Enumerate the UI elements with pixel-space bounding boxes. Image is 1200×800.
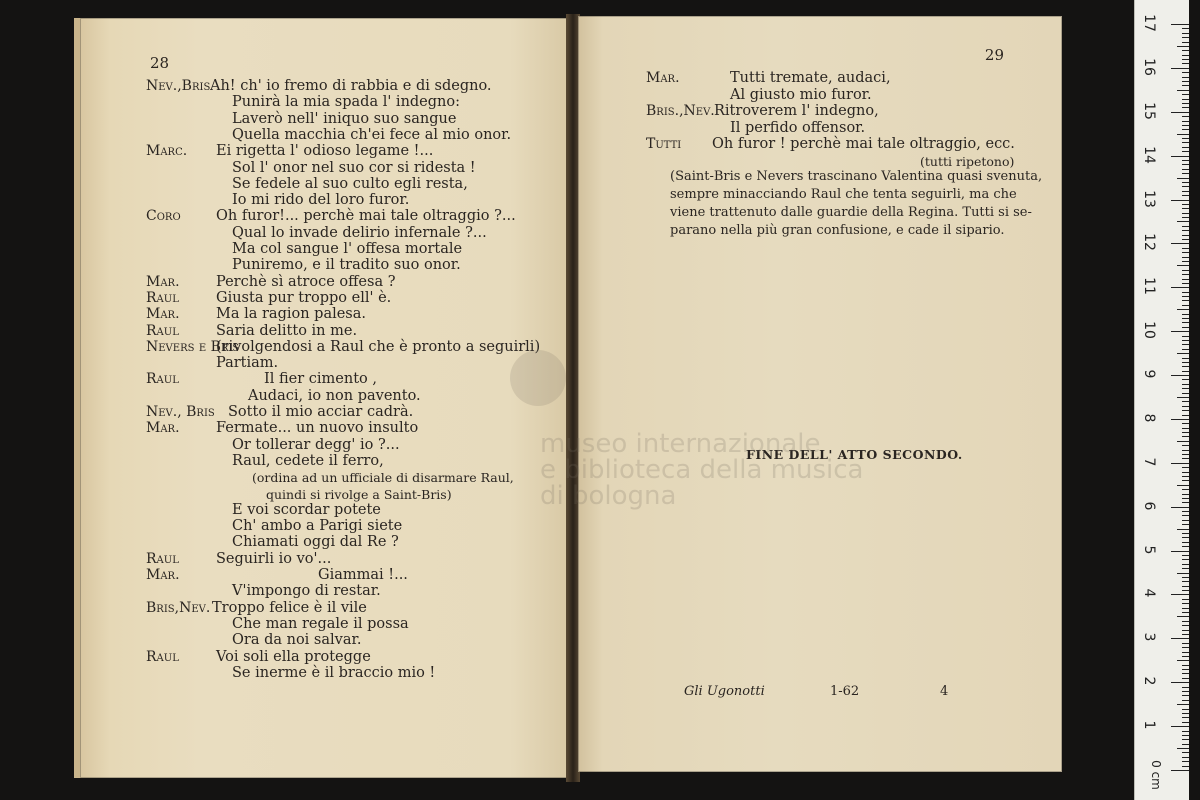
verse-line: quindi si rivolge a Saint-Bris) <box>266 486 452 502</box>
verse-line: Seguirli io vo'... <box>216 550 332 567</box>
ruler-tick <box>1182 454 1189 455</box>
ruler-tick <box>1182 28 1189 29</box>
ruler-tick <box>1182 336 1189 337</box>
footer-code: 1-62 <box>830 684 860 699</box>
stage-direction-line: sempre minacciando Raul che tenta seguirli, ma che <box>670 187 1017 202</box>
speaker-name: Bris,Nev. <box>146 599 211 616</box>
ruler-tick <box>1182 77 1189 78</box>
ruler-tick <box>1182 757 1189 758</box>
ruler-tick <box>1182 208 1189 209</box>
verse-line: Oh furor!... perchè mai tale oltraggio ?... <box>216 208 516 225</box>
ruler-tick <box>1177 221 1189 222</box>
ruler-tick <box>1177 178 1189 179</box>
speaker-name: Mar. <box>146 420 180 437</box>
verse-line: Io mi rido del loro furor. <box>232 192 410 209</box>
ruler-tick <box>1182 450 1189 451</box>
ruler-tick <box>1182 608 1189 609</box>
ruler-tick <box>1171 419 1189 420</box>
ruler-tick <box>1182 673 1189 674</box>
ruler-tick <box>1182 121 1189 122</box>
ruler-tick <box>1182 555 1189 556</box>
verse-line: Sol l' onor nel suo cor si ridesta ! <box>232 159 476 176</box>
speaker-name: Tutti <box>646 136 682 152</box>
ruler-tick <box>1182 542 1189 543</box>
ruler-number: 13 <box>1141 189 1157 208</box>
ruler-tick <box>1182 388 1189 389</box>
verse-line: Saria delitto in me. <box>216 322 358 339</box>
ruler-tick <box>1182 340 1189 341</box>
ruler-tick <box>1182 612 1189 613</box>
right-page-number: 29 <box>984 46 1004 64</box>
verse-line: Sotto il mio acciar cadrà. <box>228 404 414 420</box>
ruler-tick <box>1182 103 1189 104</box>
verse-line: Ah! ch' io fremo di rabbia e di sdegno. <box>210 78 492 94</box>
verse-line: Perchè sì atroce offesa ? <box>216 273 396 290</box>
verse-line: Ei rigetta l' odioso legame !... <box>216 143 434 160</box>
verse-line: Puniremo, e il tradito suo onor. <box>232 257 461 274</box>
ruler-tick <box>1177 397 1189 398</box>
ruler-tick <box>1182 713 1189 714</box>
verse-line: Ritroverem l' indegno, <box>714 103 879 119</box>
speaker-name: Raul <box>146 371 179 388</box>
ruler-tick <box>1182 752 1189 753</box>
ruler-tick <box>1182 630 1189 631</box>
ruler-tick <box>1182 384 1189 385</box>
verse-line: Audaci, io non pavento. <box>248 387 421 404</box>
ruler-tick <box>1182 279 1189 280</box>
ruler-tick <box>1182 230 1189 231</box>
ruler-tick <box>1182 731 1189 732</box>
ruler-tick <box>1182 406 1189 407</box>
ruler-tick <box>1182 59 1189 60</box>
ruler-tick <box>1182 305 1189 306</box>
speaker-name: Nev.,Bris <box>146 78 211 94</box>
ruler-tick <box>1182 99 1189 100</box>
ruler-tick <box>1182 700 1189 701</box>
ruler-tick <box>1182 537 1189 538</box>
ruler-tick <box>1182 314 1189 315</box>
ruler-tick <box>1182 182 1189 183</box>
verse-line: Troppo felice è il vile <box>212 599 367 616</box>
ruler-tick <box>1182 191 1189 192</box>
ruler-tick <box>1182 590 1189 591</box>
ruler-tick <box>1182 107 1189 108</box>
speaker-name: Mar. <box>646 70 680 86</box>
ruler-tick <box>1177 441 1189 442</box>
ruler-tick <box>1182 261 1189 262</box>
ruler-number: 11 <box>1141 277 1157 296</box>
ruler-tick <box>1182 164 1189 165</box>
ruler-tick <box>1182 717 1189 718</box>
speaker-name: Coro <box>146 208 181 225</box>
footer-signature: 4 <box>940 684 949 699</box>
ruler-number: 4 <box>1141 589 1157 598</box>
ruler-tick <box>1182 735 1189 736</box>
ruler-tick <box>1182 436 1189 437</box>
ruler-tick <box>1177 704 1189 705</box>
ruler-number: 7 <box>1141 457 1157 467</box>
ruler-tick <box>1171 682 1189 683</box>
ruler-tick <box>1182 274 1189 275</box>
ruler-tick <box>1182 511 1189 512</box>
ruler-tick <box>1182 292 1189 293</box>
ruler-tick <box>1182 458 1189 459</box>
ruler-tick <box>1171 156 1189 157</box>
ruler-tick <box>1182 634 1189 635</box>
ruler-tick <box>1182 160 1189 161</box>
verse-line: Fermate... un nuovo insulto <box>216 420 419 437</box>
ruler-tick <box>1182 42 1189 43</box>
ruler-tick <box>1182 195 1189 196</box>
ruler-tick <box>1182 393 1189 394</box>
ruler-number: 2 <box>1141 676 1157 686</box>
ruler-tick <box>1182 147 1189 148</box>
speaker-name: Raul <box>146 289 179 306</box>
speaker-name: Raul <box>146 648 179 665</box>
ruler-tick <box>1182 173 1189 174</box>
ruler-tick <box>1182 371 1189 372</box>
ruler-tick <box>1171 112 1189 113</box>
verse-line: Qual lo invade delirio infernale ?... <box>232 224 487 241</box>
verse-line: Laverò nell' iniquo suo sangue <box>232 110 457 127</box>
ruler-number: 12 <box>1141 233 1157 252</box>
ruler-tick <box>1182 656 1189 657</box>
ruler-tick <box>1171 594 1189 595</box>
ruler-tick <box>1182 296 1189 297</box>
ruler-tick <box>1171 331 1189 332</box>
ruler-number: 6 <box>1141 501 1157 511</box>
verse-line: Tutti tremate, audaci, <box>730 70 891 86</box>
ruler-tick <box>1182 520 1189 521</box>
ruler-tick <box>1182 577 1189 578</box>
ruler-tick <box>1182 761 1189 762</box>
ruler-tick <box>1182 169 1189 170</box>
ruler-tick <box>1182 85 1189 86</box>
ruler-tick <box>1182 691 1189 692</box>
ruler-number: 10 <box>1141 321 1157 340</box>
ruler-tick <box>1182 678 1189 679</box>
ruler-tick <box>1182 358 1189 359</box>
ruler-tick <box>1182 362 1189 363</box>
footer-title: Gli Ugonotti <box>684 684 765 699</box>
ruler-tick <box>1182 432 1189 433</box>
ruler-number: 16 <box>1141 57 1157 76</box>
ruler-tick <box>1177 90 1189 91</box>
ruler-tick <box>1182 669 1189 670</box>
ruler-tick <box>1182 349 1189 350</box>
ruler-tick <box>1171 287 1189 288</box>
verse-line: Or tollerar degg' io ?... <box>232 436 400 453</box>
ruler-tick <box>1182 625 1189 626</box>
verse-line: Ma col sangue l' offesa mortale <box>232 241 463 257</box>
ruler-tick <box>1182 151 1189 152</box>
ruler-tick <box>1171 243 1189 244</box>
ruler-tick <box>1182 415 1189 416</box>
ruler-tick <box>1171 24 1189 25</box>
ruler-tick <box>1182 621 1189 622</box>
ruler-tick <box>1171 463 1189 464</box>
left-page-number: 28 <box>150 54 170 72</box>
ruler-number: 17 <box>1141 14 1157 32</box>
speaker-name: Marc. <box>146 143 188 160</box>
ruler-tick <box>1182 603 1189 604</box>
ruler-tick <box>1182 129 1189 130</box>
ruler-number: 14 <box>1141 145 1157 164</box>
ruler-tick <box>1182 239 1189 240</box>
stage-direction-line: parano nella più gran confusione, e cade il sipario. <box>670 223 1005 238</box>
ruler-tick <box>1182 564 1189 565</box>
ruler-tick <box>1182 502 1189 503</box>
verse-line: Ma la ragion palesa. <box>216 306 367 323</box>
verse-line: Quella macchia ch'ei fece al mio onor. <box>232 126 512 143</box>
verse-line: Ora da noi salvar. <box>232 632 362 649</box>
verse-line: Raul, cedete il ferro, <box>232 452 384 469</box>
ruler-tick <box>1182 480 1189 481</box>
verse-line: Al giusto mio furor. <box>730 86 872 103</box>
ruler-tick <box>1171 507 1189 508</box>
verse-line: E voi scordar potete <box>232 501 381 518</box>
ruler-tick <box>1182 498 1189 499</box>
ruler-tick <box>1177 573 1189 574</box>
ruler-tick <box>1182 226 1189 227</box>
watermark-logo-icon <box>510 350 566 406</box>
ruler-tick <box>1182 283 1189 284</box>
ruler-tick <box>1182 213 1189 214</box>
verse-line: Il perfido offensor. <box>730 119 866 136</box>
verse-line: Se fedele al suo culto egli resta, <box>232 175 468 192</box>
ruler-tick <box>1182 652 1189 653</box>
ruler-tick <box>1182 344 1189 345</box>
ruler-tick <box>1182 524 1189 525</box>
ruler-tick <box>1182 401 1189 402</box>
ruler-tick <box>1182 586 1189 587</box>
speaker-name: Nevers e Bris <box>146 338 240 355</box>
ruler-tick <box>1182 81 1189 82</box>
ruler-tick <box>1171 200 1189 201</box>
ruler-tick <box>1182 410 1189 411</box>
ruler-tick <box>1182 55 1189 56</box>
verse-line: Voi soli ella protegge <box>216 648 371 665</box>
ruler-number: 5 <box>1141 545 1157 555</box>
ruler-tick <box>1182 515 1189 516</box>
ruler-tick <box>1182 722 1189 723</box>
ruler-number: 3 <box>1141 632 1157 642</box>
ruler-tick <box>1182 379 1189 380</box>
ruler-tick <box>1182 322 1189 323</box>
ruler-tick <box>1182 186 1189 187</box>
ruler-tick <box>1182 257 1189 258</box>
ruler-tick <box>1182 766 1189 767</box>
ruler-tick <box>1182 248 1189 249</box>
ruler-tick <box>1182 687 1189 688</box>
ruler-tick <box>1182 270 1189 271</box>
ruler-tick <box>1182 125 1189 126</box>
verse-line: Il fier cimento , <box>264 371 377 388</box>
ruler-tick <box>1182 476 1189 477</box>
ruler-tick <box>1182 37 1189 38</box>
verse-line: Se inerme è il braccio mio ! <box>232 664 436 681</box>
ruler-tick <box>1182 472 1189 473</box>
ruler-unit-label: 0 cm <box>1148 760 1163 790</box>
verse-line: Che man regale il possa <box>232 615 409 632</box>
verse-line: V'impongo di restar. <box>232 583 381 600</box>
ruler-tick <box>1182 428 1189 429</box>
ruler-tick <box>1177 660 1189 661</box>
ruler-tick <box>1182 204 1189 205</box>
ruler-tick <box>1182 72 1189 73</box>
ruler-tick <box>1177 46 1189 47</box>
ruler-tick <box>1177 748 1189 749</box>
ruler-tick <box>1182 94 1189 95</box>
stage-direction-line: viene trattenuto dalle guardie della Regina. Tutti si se- <box>670 205 1032 220</box>
ruler-number: 1 <box>1141 720 1157 730</box>
ruler-tick <box>1182 366 1189 367</box>
verse-line: Giusta pur troppo ell' è. <box>216 289 392 306</box>
ruler-tick <box>1177 529 1189 530</box>
ruler-tick <box>1182 599 1189 600</box>
verse-line: Ch' ambo a Parigi siete <box>232 518 403 535</box>
speaker-name: Raul <box>146 322 179 339</box>
ruler-tick <box>1182 142 1189 143</box>
ruler-tick <box>1182 643 1189 644</box>
ruler-tick <box>1182 467 1189 468</box>
ruler-tick <box>1171 638 1189 639</box>
speaker-name: Bris.,Nev. <box>646 103 715 119</box>
ruler-tick <box>1171 770 1189 771</box>
ruler-tick <box>1177 309 1189 310</box>
watermark-line: e biblioteca della musica <box>540 455 864 485</box>
ruler-tick <box>1171 551 1189 552</box>
ruler-tick <box>1182 33 1189 34</box>
act-end-heading: FINE DELL' ATTO SECONDO. <box>746 447 963 462</box>
ruler-tick <box>1171 375 1189 376</box>
speaker-name: Mar. <box>146 306 180 323</box>
verse-line: Punirà la mia spada l' indegno: <box>232 94 460 111</box>
ruler-tick <box>1182 739 1189 740</box>
ruler-tick <box>1182 63 1189 64</box>
ruler-tick <box>1182 138 1189 139</box>
ruler-tick <box>1182 494 1189 495</box>
ruler-tick <box>1182 665 1189 666</box>
ruler-tick <box>1182 235 1189 236</box>
ruler-number: 8 <box>1141 413 1157 423</box>
ruler-tick <box>1182 423 1189 424</box>
ruler-tick <box>1182 327 1189 328</box>
ruler-tick <box>1171 726 1189 727</box>
measurement-ruler <box>1134 0 1189 800</box>
ruler-number: 9 <box>1141 369 1157 379</box>
watermark-line: di bologna <box>540 481 677 511</box>
verse-line: Giammai !... <box>318 567 408 583</box>
ruler-tick <box>1182 647 1189 648</box>
speaker-name: Mar. <box>146 273 180 290</box>
ruler-tick <box>1182 489 1189 490</box>
ruler-tick <box>1182 559 1189 560</box>
ruler-tick <box>1177 616 1189 617</box>
verse-line: Partiam. <box>216 355 279 372</box>
ruler-tick <box>1182 50 1189 51</box>
ruler-tick <box>1182 116 1189 117</box>
ruler-tick <box>1171 68 1189 69</box>
speaker-name: Raul <box>146 550 179 567</box>
ruler-tick <box>1182 695 1189 696</box>
ruler-tick <box>1182 533 1189 534</box>
ruler-tick <box>1177 265 1189 266</box>
speaker-name: Nev., Bris <box>146 404 215 420</box>
verse-line: (tutti ripetono) <box>920 153 1015 169</box>
ruler-tick <box>1177 485 1189 486</box>
ruler-tick <box>1177 134 1189 135</box>
ruler-tick <box>1182 546 1189 547</box>
ruler-tick <box>1182 300 1189 301</box>
verse-line: Chiamati oggi dal Re ? <box>232 534 399 551</box>
ruler-tick <box>1182 568 1189 569</box>
speaker-name: Mar. <box>146 567 180 583</box>
ruler-tick <box>1182 252 1189 253</box>
verse-line: (rivolgendosi a Raul che è pronto a seguirli) <box>216 338 541 355</box>
ruler-tick <box>1177 353 1189 354</box>
ruler-number: 15 <box>1141 101 1157 120</box>
ruler-tick <box>1182 744 1189 745</box>
verse-line: Oh furor ! perchè mai tale oltraggio, ecc. <box>712 136 1015 152</box>
watermark-line: museo internazionale <box>540 429 821 459</box>
ruler-tick <box>1182 318 1189 319</box>
ruler-tick <box>1182 445 1189 446</box>
ruler-tick <box>1182 581 1189 582</box>
verse-line: (ordina ad un ufficiale di disarmare Raul, <box>252 470 514 486</box>
ruler-tick <box>1182 709 1189 710</box>
stage-direction-line: (Saint-Bris e Nevers trascinano Valentina quasi svenuta, <box>670 169 1043 184</box>
ruler-tick <box>1182 217 1189 218</box>
